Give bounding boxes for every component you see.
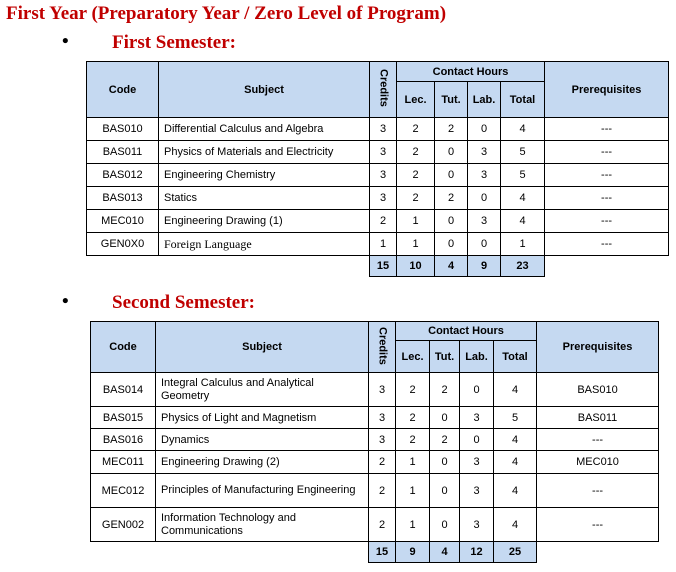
header-total: Total: [494, 341, 537, 373]
course-prereq: ---: [545, 118, 669, 141]
course-subject: Information Technology and Communications: [156, 508, 369, 542]
header-lec: Lec.: [397, 82, 435, 118]
blank-cell: [87, 256, 159, 277]
course-credits: 3: [369, 429, 396, 451]
total-total: 23: [501, 256, 545, 277]
blank-cell: [91, 542, 156, 563]
course-lec: 2: [397, 141, 435, 164]
course-lab: 3: [468, 164, 501, 187]
course-lab: 3: [460, 451, 494, 474]
course-credits: 3: [369, 407, 396, 429]
course-total: 1: [501, 233, 545, 256]
course-code: BAS013: [87, 187, 159, 210]
course-tut: 2: [430, 429, 460, 451]
course-lab: 0: [460, 429, 494, 451]
course-prereq: ---: [545, 187, 669, 210]
semester-2-title-text: Second Semester:: [112, 292, 255, 313]
course-prereq: ---: [545, 164, 669, 187]
course-code: BAS011: [87, 141, 159, 164]
header-contact-hours: Contact Hours: [396, 322, 537, 341]
course-total: 4: [501, 187, 545, 210]
header-code: Code: [87, 62, 159, 118]
total-total: 25: [494, 542, 537, 563]
course-prereq: ---: [537, 429, 659, 451]
table-header-row: [91, 322, 659, 341]
course-prereq: ---: [537, 474, 659, 508]
header-lab: Lab.: [460, 341, 494, 373]
total-tut: 4: [435, 256, 468, 277]
course-code: BAS016: [91, 429, 156, 451]
header-tut: Tut.: [430, 341, 460, 373]
course-tut: 0: [430, 474, 460, 508]
course-credits: 2: [369, 508, 396, 542]
course-lab: 3: [460, 508, 494, 542]
blank-cell: [545, 256, 669, 277]
course-lec: 1: [396, 474, 430, 508]
course-subject: Engineering Drawing (1): [159, 210, 370, 233]
blank-cell: [537, 542, 659, 563]
course-credits: 3: [370, 164, 397, 187]
course-total: 4: [501, 210, 545, 233]
table-row: [91, 474, 659, 508]
page-title: First Year (Preparatory Year / Zero Level of Program): [6, 3, 447, 24]
course-lab: 0: [468, 187, 501, 210]
course-code: MEC011: [91, 451, 156, 474]
table-row: [87, 141, 669, 164]
course-subject: Engineering Drawing (2): [156, 451, 369, 474]
course-total: 5: [494, 407, 537, 429]
course-lab: 3: [460, 474, 494, 508]
totals-row: [87, 256, 669, 277]
course-tut: 0: [435, 141, 468, 164]
course-tut: 0: [430, 407, 460, 429]
course-prereq: BAS010: [537, 373, 659, 407]
blank-cell: [156, 542, 369, 563]
course-code: BAS010: [87, 118, 159, 141]
course-code: GEN002: [91, 508, 156, 542]
header-contact-hours: Contact Hours: [397, 62, 545, 82]
course-prereq: BAS011: [537, 407, 659, 429]
header-tut: Tut.: [435, 82, 468, 118]
semester-2-table: [90, 321, 659, 563]
course-lab: 0: [468, 233, 501, 256]
course-subject: Dynamics: [156, 429, 369, 451]
total-credits: 15: [369, 542, 396, 563]
course-prereq: ---: [545, 210, 669, 233]
table-row: [91, 508, 659, 542]
total-lab: 9: [468, 256, 501, 277]
course-prereq: ---: [537, 508, 659, 542]
course-code: BAS014: [91, 373, 156, 407]
course-credits: 3: [370, 187, 397, 210]
table-row: [87, 164, 669, 187]
course-credits: 3: [369, 373, 396, 407]
course-tut: 2: [435, 118, 468, 141]
table-header-row: [87, 62, 669, 82]
table-row: [87, 187, 669, 210]
course-total: 4: [494, 451, 537, 474]
course-lec: 2: [397, 164, 435, 187]
totals-row: [91, 542, 659, 563]
bullet: •: [62, 31, 69, 52]
course-subject: Differential Calculus and Algebra: [159, 118, 370, 141]
course-code: MEC012: [91, 474, 156, 508]
course-lec: 1: [396, 508, 430, 542]
course-code: BAS015: [91, 407, 156, 429]
header-prerequisites: Prerequisites: [537, 322, 659, 373]
course-lec: 1: [397, 233, 435, 256]
semester-2-title: [62, 291, 255, 314]
header-credits: Credits: [369, 322, 396, 373]
course-prereq: ---: [545, 141, 669, 164]
course-subject: Integral Calculus and Analytical Geometry: [156, 373, 369, 407]
header-code: Code: [91, 322, 156, 373]
course-lec: 2: [396, 373, 430, 407]
header-prerequisites: Prerequisites: [545, 62, 669, 118]
header-credits: Credits: [370, 62, 397, 118]
course-lec: 2: [396, 407, 430, 429]
course-lab: 3: [468, 210, 501, 233]
course-total: 5: [501, 164, 545, 187]
course-code: GEN0X0: [87, 233, 159, 256]
course-credits: 3: [370, 118, 397, 141]
course-tut: 2: [430, 373, 460, 407]
table-row: [91, 373, 659, 407]
table-row: [91, 451, 659, 474]
course-subject: Statics: [159, 187, 370, 210]
course-total: 4: [501, 118, 545, 141]
course-lec: 2: [397, 118, 435, 141]
course-lab: 0: [468, 118, 501, 141]
course-subject: Foreign Language: [159, 233, 370, 256]
course-tut: 0: [430, 451, 460, 474]
course-subject: Principles of Manufacturing Engineering: [156, 474, 369, 508]
course-prereq: ---: [545, 233, 669, 256]
course-lab: 3: [460, 407, 494, 429]
table-row: [87, 118, 669, 141]
table-row: [91, 429, 659, 451]
semester-1-title: [62, 31, 236, 54]
table-row: [87, 233, 669, 256]
total-lab: 12: [460, 542, 494, 563]
course-subject: Physics of Materials and Electricity: [159, 141, 370, 164]
table-row: [87, 210, 669, 233]
course-tut: 0: [435, 210, 468, 233]
course-lec: 2: [397, 187, 435, 210]
course-lec: 1: [396, 451, 430, 474]
course-total: 4: [494, 373, 537, 407]
course-credits: 2: [369, 474, 396, 508]
course-subject: Physics of Light and Magnetism: [156, 407, 369, 429]
header-lec: Lec.: [396, 341, 430, 373]
total-lec: 10: [397, 256, 435, 277]
semester-1-title-text: First Semester:: [112, 32, 236, 53]
course-subject: Engineering Chemistry: [159, 164, 370, 187]
course-lec: 2: [396, 429, 430, 451]
course-credits: 1: [370, 233, 397, 256]
table-row: [91, 407, 659, 429]
course-tut: 2: [435, 187, 468, 210]
course-credits: 2: [369, 451, 396, 474]
course-tut: 0: [435, 233, 468, 256]
header-lab: Lab.: [468, 82, 501, 118]
semester-1-table: [86, 61, 669, 277]
course-tut: 0: [430, 508, 460, 542]
total-tut: 4: [430, 542, 460, 563]
course-tut: 0: [435, 164, 468, 187]
header-subject: Subject: [159, 62, 370, 118]
course-total: 4: [494, 474, 537, 508]
course-code: MEC010: [87, 210, 159, 233]
course-total: 4: [494, 508, 537, 542]
total-lec: 9: [396, 542, 430, 563]
bullet: •: [62, 291, 69, 312]
course-total: 5: [501, 141, 545, 164]
header-total: Total: [501, 82, 545, 118]
total-credits: 15: [370, 256, 397, 277]
course-lab: 0: [460, 373, 494, 407]
course-code: BAS012: [87, 164, 159, 187]
course-credits: 2: [370, 210, 397, 233]
blank-cell: [159, 256, 370, 277]
course-credits: 3: [370, 141, 397, 164]
header-subject: Subject: [156, 322, 369, 373]
course-lec: 1: [397, 210, 435, 233]
course-lab: 3: [468, 141, 501, 164]
course-total: 4: [494, 429, 537, 451]
course-prereq: MEC010: [537, 451, 659, 474]
